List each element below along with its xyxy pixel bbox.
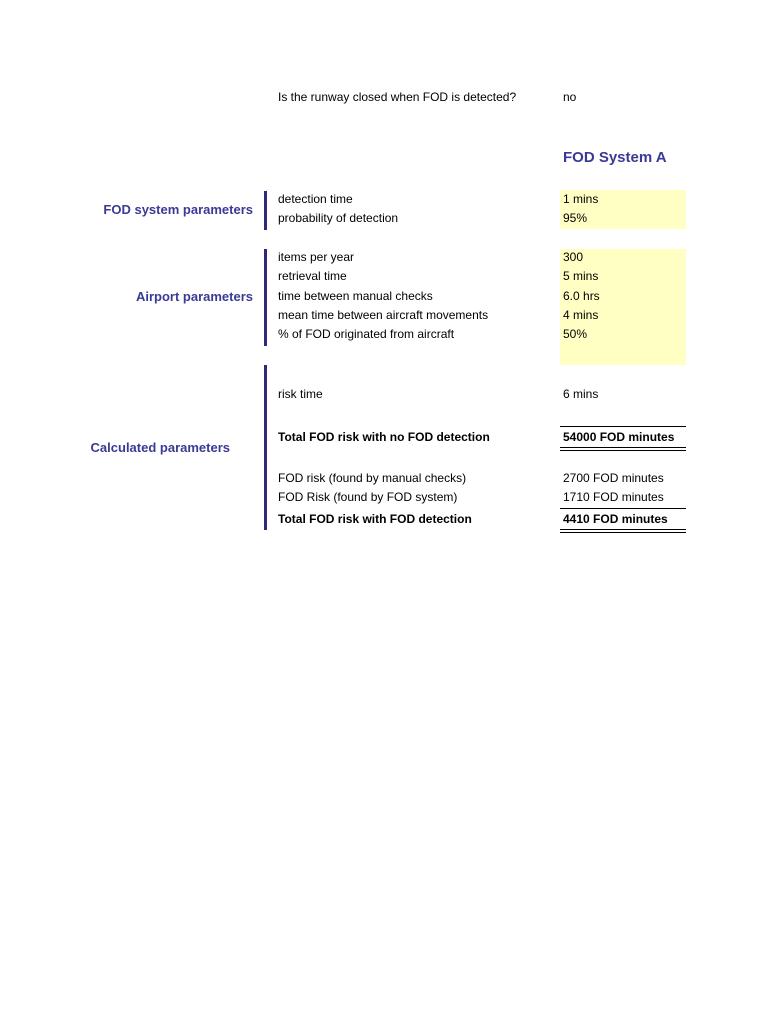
calculated-section-bar	[264, 365, 267, 530]
probability-detection-label: probability of detection	[278, 211, 399, 225]
manual-checks-interval-value[interactable]: 6.0 hrs	[563, 289, 600, 303]
probability-detection-value[interactable]: 95%	[563, 211, 588, 225]
manual-checks-risk-value: 2700 FOD minutes	[563, 471, 664, 485]
detection-time-value[interactable]: 1 mins	[563, 192, 599, 206]
retrieval-time-value[interactable]: 5 mins	[563, 269, 599, 283]
aircraft-movements-label: mean time between aircraft movements	[278, 308, 489, 322]
manual-checks-risk-label: FOD risk (found by manual checks)	[278, 471, 467, 485]
risk-time-label: risk time	[278, 387, 323, 401]
aircraft-movements-value[interactable]: 4 mins	[563, 308, 599, 322]
fod-system-risk-value: 1710 FOD minutes	[563, 490, 664, 504]
items-per-year-label: items per year	[278, 250, 355, 264]
fod-system-section-bar	[264, 191, 267, 230]
total-no-detection-top-border	[560, 426, 686, 427]
total-with-detection-double-border	[560, 529, 686, 533]
total-with-detection-label: Total FOD risk with FOD detection	[278, 512, 472, 526]
manual-checks-interval-label: time between manual checks	[278, 289, 433, 303]
calculated-section-label: Calculated parameters	[90, 440, 230, 455]
runway-closed-answer: no	[563, 90, 577, 104]
total-no-detection-label: Total FOD risk with no FOD detection	[278, 430, 490, 444]
fod-from-aircraft-value[interactable]: 50%	[563, 327, 588, 341]
risk-time-value: 6 mins	[563, 387, 599, 401]
total-with-detection-top-border	[560, 508, 686, 509]
fod-system-risk-label: FOD Risk (found by FOD system)	[278, 490, 458, 504]
total-with-detection-value: 4410 FOD minutes	[563, 512, 668, 526]
system-heading: FOD System A	[563, 149, 667, 166]
fod-system-section-label: FOD system parameters	[103, 202, 253, 217]
retrieval-time-label: retrieval time	[278, 269, 347, 283]
total-no-detection-double-border	[560, 447, 686, 451]
fod-from-aircraft-label: % of FOD originated from aircraft	[278, 327, 455, 341]
total-no-detection-value: 54000 FOD minutes	[563, 430, 675, 444]
airport-section-label: Airport parameters	[135, 289, 253, 304]
items-per-year-value[interactable]: 300	[563, 250, 584, 264]
detection-time-label: detection time	[278, 192, 353, 206]
runway-closed-question: Is the runway closed when FOD is detected?	[278, 90, 517, 104]
airport-section-bar	[264, 249, 267, 346]
